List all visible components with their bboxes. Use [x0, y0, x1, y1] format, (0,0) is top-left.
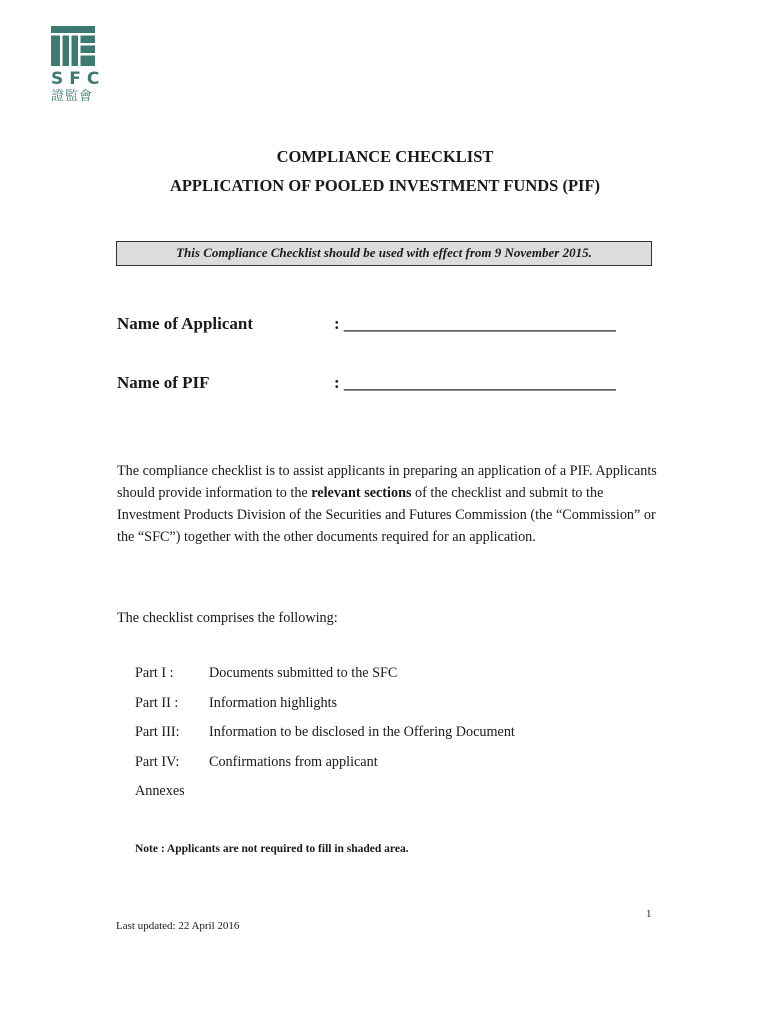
part-label: Part IV: [135, 753, 180, 770]
applicant-name-field[interactable]: : ________________________________ [334, 314, 616, 333]
intro-bold-text: relevant sections [311, 485, 412, 501]
part-description: Documents submitted to the SFC [209, 665, 398, 681]
part-label: Part III: [135, 724, 180, 740]
page-number: 1 [646, 908, 652, 920]
sfc-emblem-icon [51, 26, 95, 66]
part-description: Confirmations from applicant [209, 753, 378, 770]
comprises-paragraph: The checklist comprises the following: [117, 610, 338, 626]
intro-paragraph [117, 460, 657, 548]
intro-text-end: of the checklist and submit to the Investment Products Division of the Securities and Futures Commission (the “Commission” or the “SFC”) together with the other documents required for an application. [117, 485, 656, 545]
applicant-name-label: Name of Applicant [117, 314, 253, 333]
page-title: COMPLIANCE CHECKLIST [276, 147, 494, 166]
last-updated: Last updated: 22 April 2016 [116, 920, 240, 932]
part-label: Part I : [135, 665, 174, 681]
part-description: Information highlights [209, 694, 338, 711]
intro-text-start: The compliance checklist is to assist applicants in preparing an application of a PIF. Applicants should provide information to the [117, 463, 657, 501]
part-description: Information to be disclosed in the Offering Document [209, 724, 515, 740]
part-label: Part II : [135, 694, 179, 711]
pif-name-field[interactable]: : ________________________________ [334, 373, 616, 392]
sfc-logo [51, 26, 106, 105]
logo-chinese-name: 證監會 [51, 89, 94, 104]
effective-date-notice: This Compliance Checklist should be used with effect from 9 November 2015. [116, 241, 652, 266]
part-label: Annexes [135, 783, 185, 799]
logo-name: SFC [51, 69, 106, 89]
pif-name-label: Name of PIF [117, 373, 210, 392]
shaded-area-note: Note : Applicants are not required to fill in shaded area. [135, 843, 409, 855]
page-subtitle: APPLICATION OF POOLED INVESTMENT FUNDS (PIF) [169, 176, 601, 195]
